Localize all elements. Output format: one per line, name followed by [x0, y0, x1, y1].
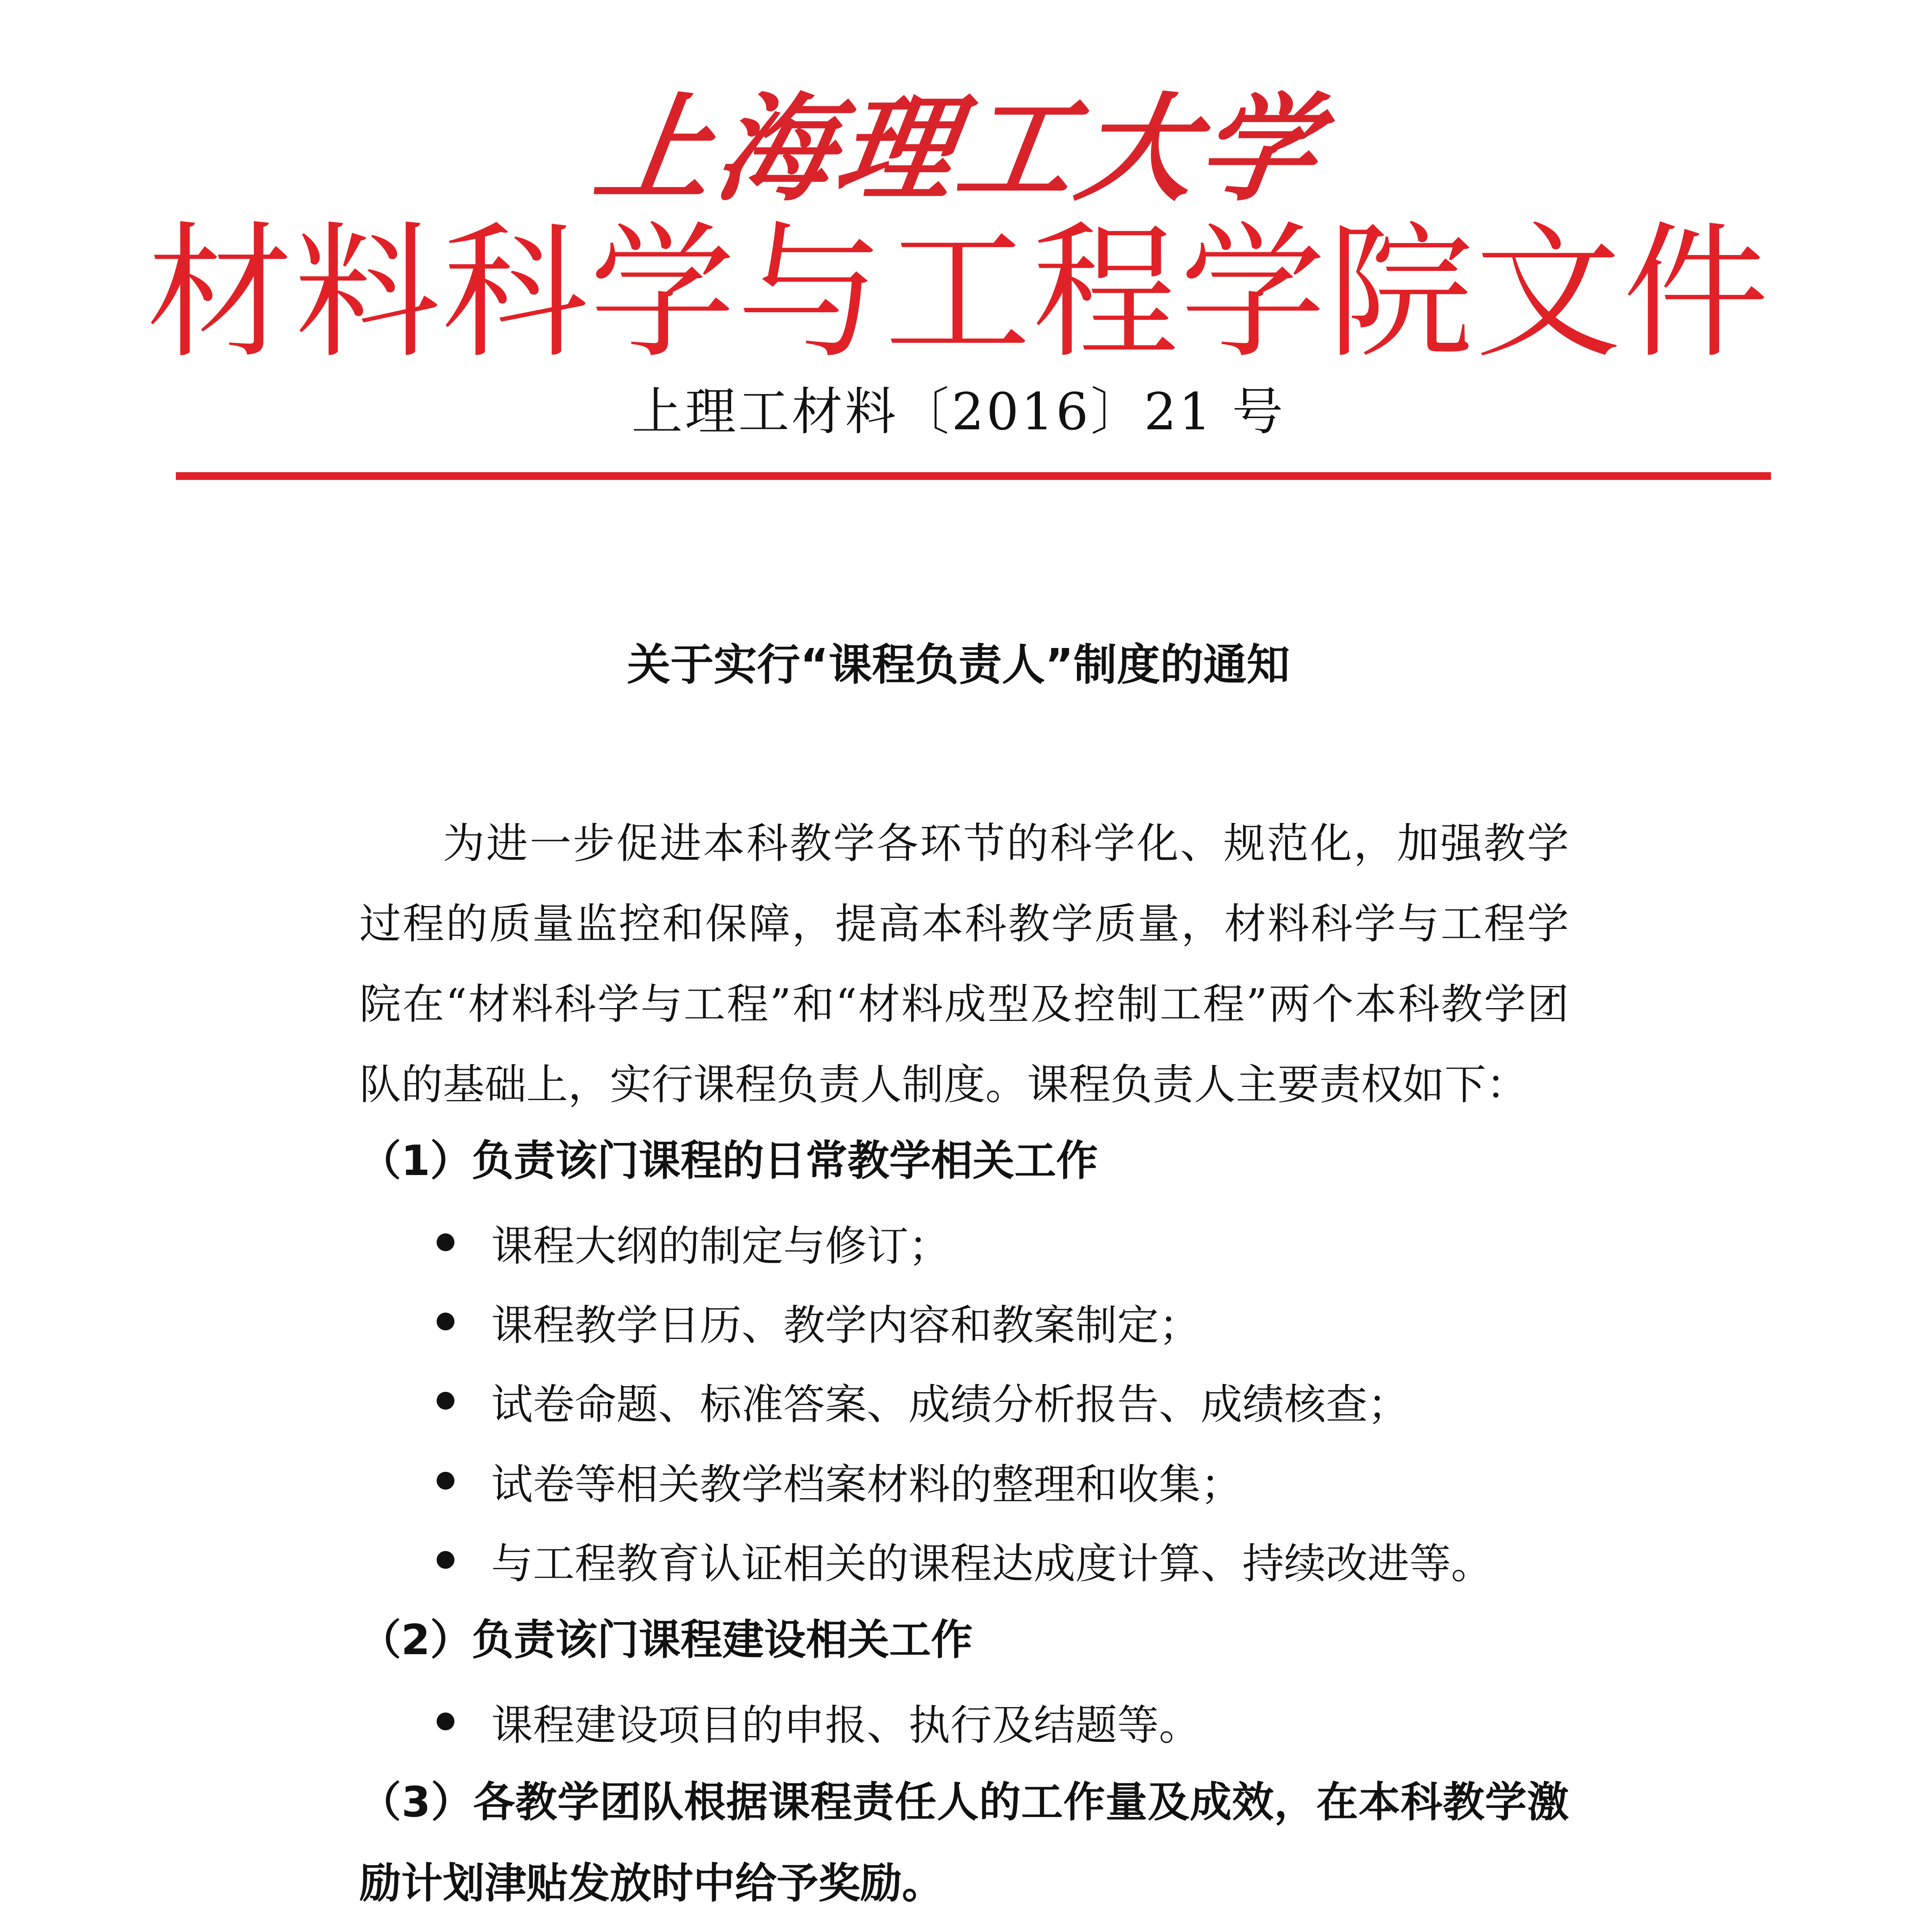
document-number: 上理工材料〔2016〕21 号: [631, 382, 1286, 442]
bullet-icon: [437, 1233, 454, 1251]
list-item-text: 课程教学日历、教学内容和教案制定；: [491, 1301, 1201, 1350]
bullet-icon: [437, 1472, 454, 1490]
list-item-text: 试卷命题、标准答案、成绩分析报告、成绩核查；: [491, 1380, 1410, 1429]
list-item-text: 与工程教育认证相关的课程达成度计算、持续改进等。: [491, 1539, 1493, 1588]
document-title: 材料科学与工程学院文件: [146, 208, 1771, 378]
bullet-icon: [437, 1392, 454, 1410]
section-3-heading: （3）各教学团队根据课程责任人的工作量及成效，在本科教学激励计划津贴发放时中给予奖励。: [359, 1778, 1569, 1908]
university-name-logo: 上海理工大学: [587, 80, 1330, 217]
list-item: [437, 1440, 1242, 1521]
list-item-text: 试卷等相关教学档案材料的整理和收集；: [491, 1460, 1243, 1509]
list-item-text: 课程大纲的制定与修订；: [491, 1222, 951, 1270]
notice-title: 关于实行“课程负责人”制度的通知: [627, 640, 1290, 690]
list-item: [437, 1281, 1201, 1362]
header-divider: [176, 472, 1771, 480]
list-item: [437, 1519, 1493, 1600]
bullet-icon: [437, 1713, 454, 1730]
list-item: [437, 1681, 1201, 1762]
list-item: [437, 1202, 950, 1283]
intro-paragraph: 为进一步促进本科教学各环节的科学化、规范化，加强教学过程的质量监控和保障，提高本科教学质量，材料科学与工程学院在“材料科学与工程”和“材料成型及控制工程”两个本科教学团队的基础上，实行课程负责人制度。课程负责人主要责权如下：: [359, 820, 1569, 1109]
bullet-icon: [437, 1551, 454, 1569]
section-1-heading: （1）负责该门课程的日常教学相关工作: [359, 1137, 1098, 1185]
list-item: [437, 1360, 1409, 1441]
bullet-icon: [437, 1313, 454, 1330]
section-2-heading: （2）负责该门课程建设相关工作: [359, 1616, 973, 1664]
list-item-text: 课程建设项目的申报、执行及结题等。: [491, 1701, 1201, 1750]
